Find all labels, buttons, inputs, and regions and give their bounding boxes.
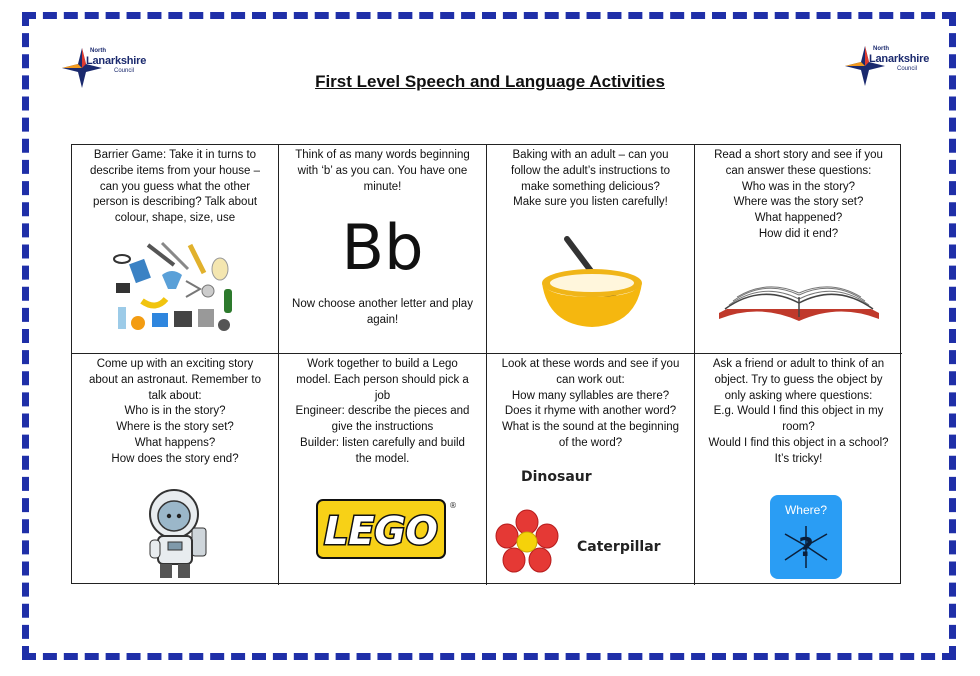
cell-text-line: Engineer: describe the pieces and bbox=[295, 405, 470, 418]
cell-text-line: Ask a friend or adult to think of an bbox=[712, 358, 885, 370]
cell-text-line: Does it rhyme with another word? bbox=[504, 405, 677, 418]
where-question-icon bbox=[769, 494, 843, 580]
cell-text-line: Baking with an adult – can you bbox=[512, 149, 669, 161]
cell-text-line: follow the adult’s instructions to bbox=[511, 164, 670, 177]
cell-text-line: Barrier Game: Take it in turns to bbox=[93, 149, 257, 161]
activity-syllables bbox=[487, 354, 695, 585]
cell-text-line: room? bbox=[782, 421, 815, 434]
cell-text-line: about an astronaut. Remember to bbox=[89, 373, 261, 386]
cell-text-line: Think of as many words beginning bbox=[295, 149, 470, 161]
cell-text-line: It’s tricky! bbox=[774, 452, 823, 465]
registered-mark: ® bbox=[449, 501, 457, 510]
cell-text-line: can you guess what the other bbox=[99, 180, 251, 193]
logo-council: Council bbox=[114, 68, 135, 74]
where-label: Where? bbox=[784, 503, 828, 517]
cell-text-line: give the instructions bbox=[331, 421, 434, 434]
lego-logo-text: LEGO bbox=[324, 509, 438, 553]
cell-text-line: Look at these words and see if you bbox=[501, 358, 680, 370]
cell-text-line: How many syllables are there? bbox=[511, 389, 670, 402]
big-letter-bb: Bb bbox=[341, 211, 424, 284]
cell-text-line: Come up with an exciting story bbox=[96, 358, 254, 370]
cell-text-line: minute! bbox=[363, 180, 402, 193]
activity-short-story bbox=[695, 145, 902, 354]
cell-text-line: the model. bbox=[355, 452, 410, 465]
cell-text-line: object. Try to guess the object by bbox=[714, 373, 883, 386]
cell-text-line: describe items from your house – bbox=[89, 164, 261, 177]
cell-text-line: make something delicious? bbox=[521, 180, 660, 193]
cell-text-line: Work together to build a Lego bbox=[307, 358, 458, 370]
logo-council: Council bbox=[897, 66, 918, 72]
word-caterpillar: Caterpillar bbox=[577, 539, 661, 555]
activity-barrier-game bbox=[72, 145, 279, 354]
cell-text-line: person is describing? Talk about bbox=[92, 196, 258, 209]
cell-text-line: What is the sound at the beginning bbox=[501, 421, 680, 434]
mixing-bowl-image bbox=[537, 233, 647, 331]
flower-image bbox=[497, 510, 557, 574]
cell-text-line: Who was in the story? bbox=[741, 180, 856, 193]
activity-where-questions bbox=[695, 354, 902, 585]
activity-grid bbox=[71, 144, 901, 584]
cell-text-line: colour, shape, size, use bbox=[114, 212, 236, 225]
activity-letter-b bbox=[279, 145, 487, 354]
cell-text-line: only asking where questions: bbox=[724, 389, 873, 402]
logo-name: Lanarkshire bbox=[86, 55, 147, 67]
cell-text-line: again! bbox=[366, 313, 399, 326]
question-mark: ? bbox=[798, 533, 814, 563]
cell-text-line: Now choose another letter and play bbox=[292, 298, 473, 310]
word-dinosaur: Dinosaur bbox=[521, 469, 592, 485]
cell-text-line: How did it end? bbox=[758, 227, 839, 240]
cell-text-line: Builder: listen carefully and build bbox=[300, 436, 465, 449]
cell-text-line: Make sure you listen carefully! bbox=[513, 196, 668, 209]
cell-text-line: Where is the story set? bbox=[116, 421, 234, 434]
logo-small-text: North bbox=[873, 46, 889, 52]
cell-text-line: Read a short story and see if you bbox=[714, 149, 883, 161]
cell-text-line: E.g. Would I find this object in my bbox=[713, 405, 884, 418]
cell-text-line: of the word? bbox=[558, 436, 623, 449]
cell-text-line: job bbox=[374, 389, 391, 402]
letter-instructions bbox=[279, 297, 486, 329]
cell-text-line: How does the story end? bbox=[111, 452, 239, 465]
cell-text-line: talk about: bbox=[148, 389, 202, 402]
page-title: First Level Speech and Language Activities bbox=[315, 72, 665, 91]
activity-baking bbox=[487, 145, 695, 354]
cell-text-line: Where was the story set? bbox=[733, 196, 864, 209]
cell-text-line: with ‘b’ as you can. You have one bbox=[297, 164, 468, 177]
cell-text-line: Would I find this object in a school? bbox=[708, 436, 889, 449]
cell-text-line: Who is in the story? bbox=[124, 405, 226, 418]
activity-astronaut-story bbox=[72, 354, 279, 585]
cell-text-line: What happens? bbox=[134, 436, 216, 449]
logo-small-text: North bbox=[90, 48, 106, 54]
lego-logo bbox=[315, 496, 455, 562]
cell-text-line: can answer these questions: bbox=[725, 164, 872, 177]
open-book-image bbox=[715, 273, 883, 323]
cell-text-line: model. Each person should pick a bbox=[296, 373, 469, 386]
cell-text-line: can work out: bbox=[556, 373, 625, 386]
logo-name: Lanarkshire bbox=[869, 53, 930, 65]
activity-lego-model bbox=[279, 354, 487, 585]
household-items-image bbox=[112, 239, 240, 335]
cell-text-line: What happened? bbox=[754, 212, 843, 225]
astronaut-image bbox=[142, 488, 212, 582]
